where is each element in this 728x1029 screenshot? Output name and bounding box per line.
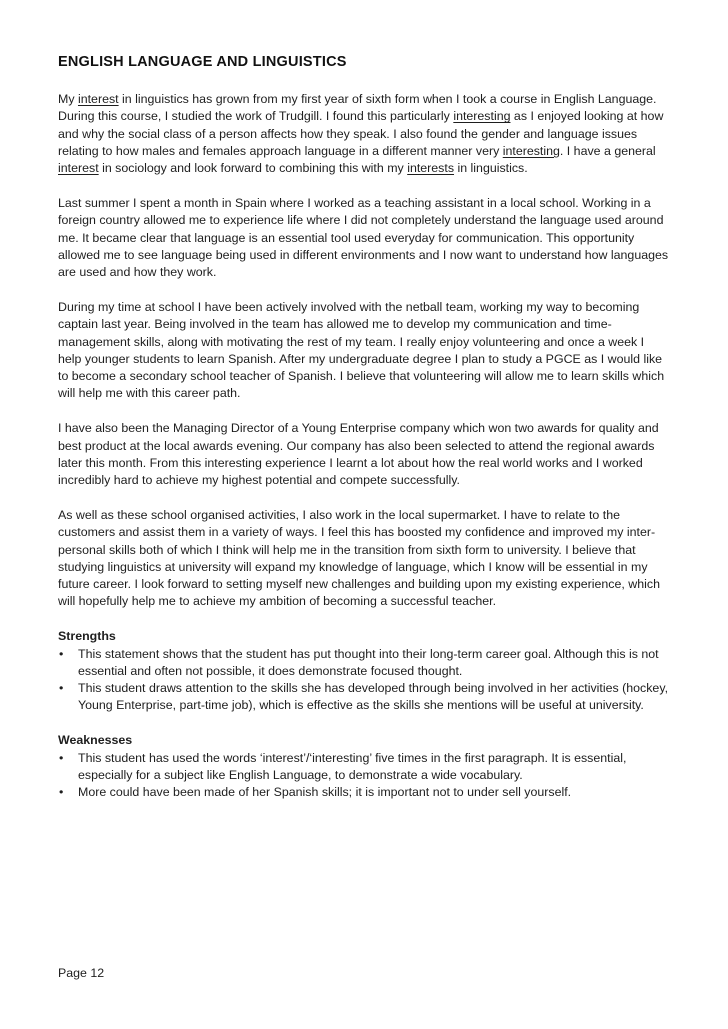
weaknesses-heading: Weaknesses (58, 733, 133, 748)
list-item (58, 750, 670, 785)
page-number: Page 12 (58, 966, 105, 980)
bullet-icon: • (59, 785, 64, 800)
underlined-word: interests (407, 161, 455, 176)
paragraph-supermarket: As well as these school organised activities, I also work in the local supermarket. I have to relate to the customers and assist them in a variety of ways. I feel this has boosted my confidence and improved my inter-personal skills both of which I think will help me in the transition from sixth form to university. I believe that studying linguistics at university will expand my knowledge of language, which I know will be essential in my future career. I look forward to setting myself new challenges and building upon my existing experience, which will hopefully help me to achieve my ambition of becoming a successful teacher. (58, 507, 660, 609)
text-run: . I have a general (559, 143, 656, 158)
list-item (58, 646, 670, 681)
list-item (58, 680, 670, 715)
strengths-heading: Strengths (58, 629, 116, 644)
list-item-text: This student draws attention to the skills she has developed through being involved in her activities (hockey, Young Enterprise, part-time job), which is effective as the skills she mentions will be useful at university. (78, 681, 669, 713)
bullet-icon: • (59, 750, 64, 765)
strengths-list (58, 646, 670, 715)
text-run: as I enjoyed looking at how and why the social class of a person affects how they speak. I also found the gender and language issues relating to how males and females approach language in a different manner very (58, 109, 664, 158)
weaknesses-list (58, 750, 670, 802)
underlined-word: interest (58, 161, 99, 176)
underlined-word: interest (77, 92, 119, 106)
list-item-text: More could have been made of her Spanish skills; it is important not to under sell yourself. (78, 785, 572, 800)
page-title: ENGLISH LANGUAGE AND LINGUISTICS (58, 54, 347, 70)
paragraph-interest (58, 91, 670, 177)
text-run: My (58, 92, 78, 106)
paragraph-spain: Last summer I spent a month in Spain where I worked as a teaching assistant in a local school. Working in a foreign country allowed me to experience life where I did not completely understand the language used around me. It became clear that language is an essential tool used everyday for communication. This opportunity allowed me to see language being used in different environments and I now want to understand how languages are used and how they work. (58, 195, 669, 280)
text-run: in linguistics. (454, 161, 528, 176)
list-item (58, 784, 670, 801)
bullet-icon: • (59, 681, 64, 696)
list-item-text: This statement shows that the student has put thought into their long-term career goal. Although this is not essential and often not possible, it does demonstrate focused thought. (78, 646, 659, 678)
paragraph-young-enterprise: I have also been the Managing Director of a Young Enterprise company which won two awards for quality and best product at the local awards evening. Our company has also been selected to attend the regional awards later this month. From this interesting experience I learnt a lot about how the real world works and I worked incredibly hard to achieve my highest potential and compete successfully. (58, 421, 659, 488)
bullet-icon: • (59, 646, 64, 661)
underlined-word: interesting (502, 143, 560, 158)
text-run: in sociology and look forward to combining this with my (98, 161, 408, 176)
underlined-word: interesting (453, 109, 511, 124)
text-run: in linguistics has grown from my first year of sixth form when I took a course in English Language. During this course, I studied the work of Trudgill. I found this particularly (58, 92, 657, 124)
list-item-text: This student has used the words ‘interest’/‘interesting’ five times in the first paragraph. It is essential, especially for a subject like English Language, to demonstrate a wide vocabulary. (78, 750, 627, 782)
document-page (58, 54, 670, 819)
paragraph-netball: During my time at school I have been actively involved with the netball team, working my way to becoming captain last year. Being involved in the team has allowed me to develop my communication and time-management skills, along with motivating the rest of my team. I really enjoy volunteering and once a week I help younger students to learn Spanish. After my undergraduate degree I plan to study a PGCE as I would like to become a secondary school teacher of Spanish. I believe that volunteering will allow me to learn skills which will help me with this career path. (58, 299, 665, 401)
